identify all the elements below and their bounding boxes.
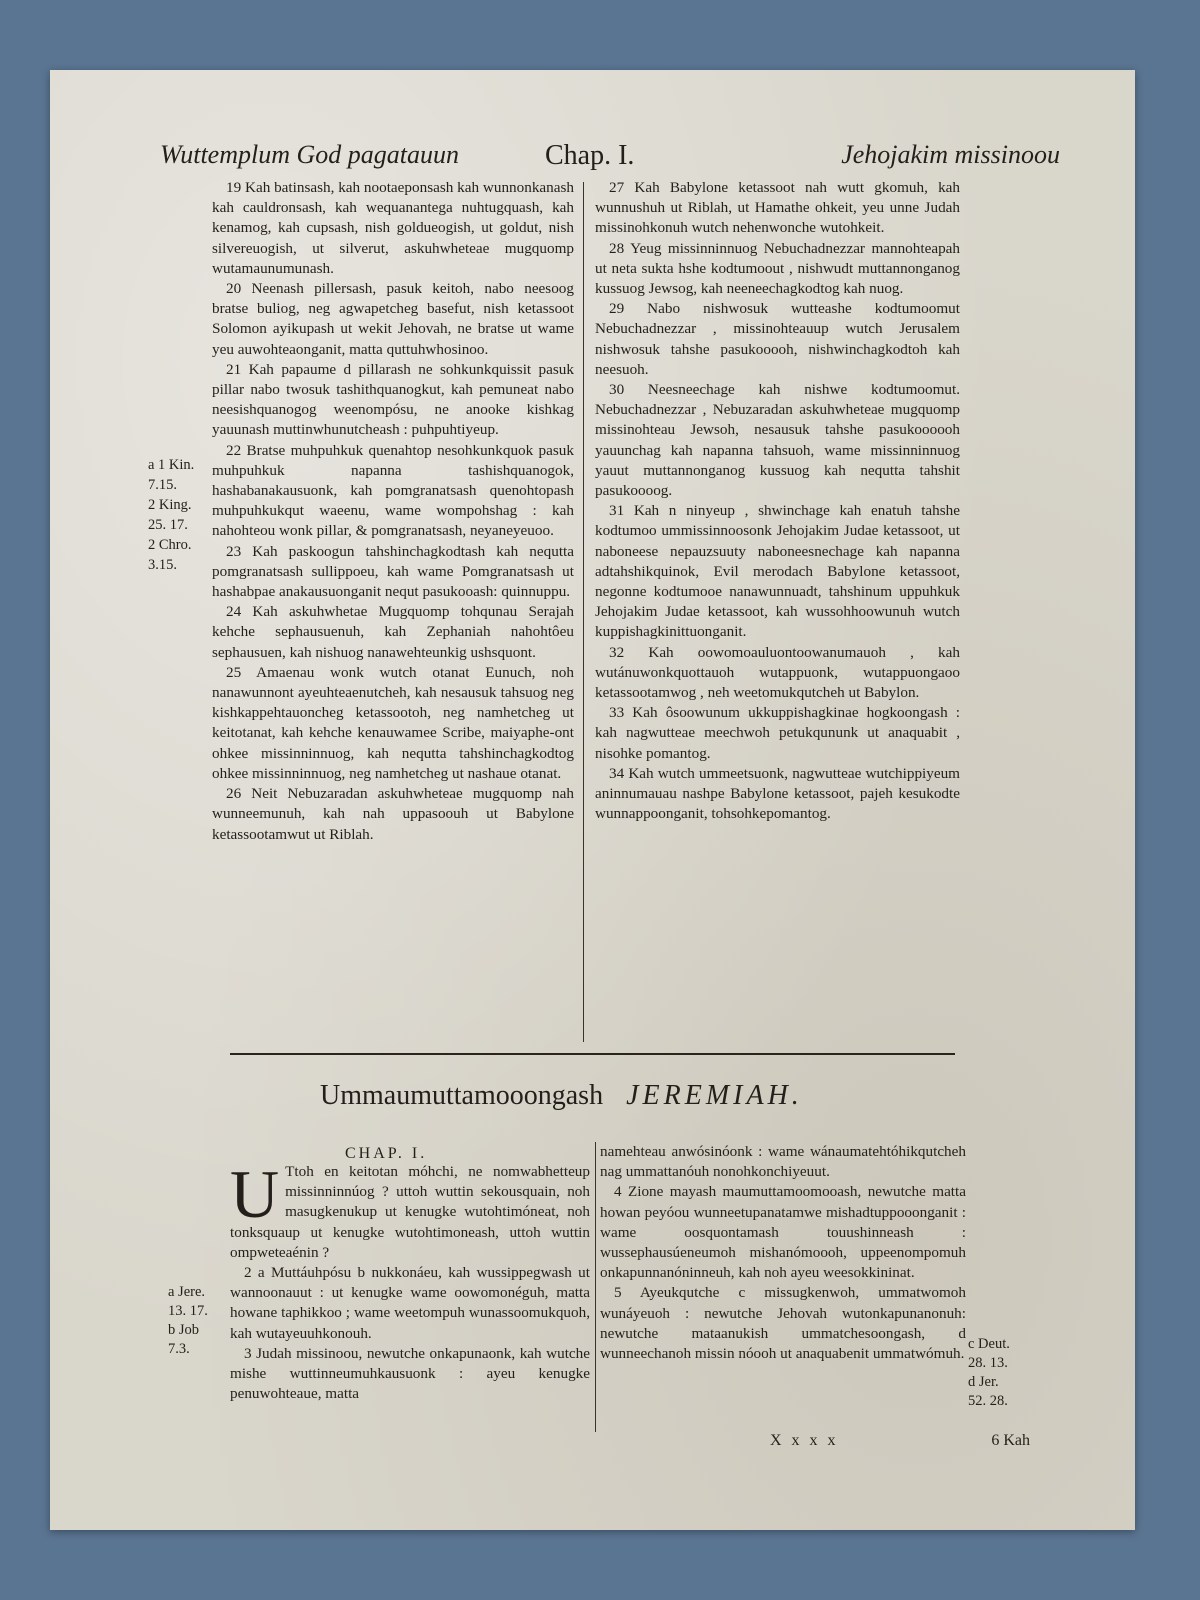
section-rule <box>230 1053 955 1055</box>
verse: 27 Kah Babylone ketassoot nah wutt gkomuh, kah wunnushuh ut Riblah, ut Hamathe ohkeit, yeu unne Judah missinohkonuh wutch nehenwonche wutohkeit. <box>595 179 960 237</box>
margin-note: b Job <box>168 1322 200 1338</box>
signature-mark: X x x x <box>770 1432 839 1449</box>
verse-text: Ttoh en keitotan móhchi, ne nomwabhetteup missinninnúog ? uttoh wuttin sekousquain, noh masugkenukup ut kenugke wutohtimóneat, noh tonksquaup ut kenugke wutohtimoneash, uttoh wuttin ompweteaénin ? <box>230 1163 590 1261</box>
margin-note: 13. 17. <box>168 1303 208 1319</box>
verse: 5 Ayeukqutche c missugkenwoh, ummatwomoh wunáyeuoh : newutche Jehovah wutonkapunanonuh: newutche mataanukish ummatchesoongash, d wunneechanoh missin nóooh ut anaquabenit ummatwómuh. <box>600 1284 966 1363</box>
column-divider <box>595 1142 596 1432</box>
verse: 30 Neesneechage kah nishwe kodtumoomut. Nebuchadnezzar , Nebuzaradan askuhwheteae mugquomp missinohteau Jewsoh, nesausuk tahshe pasukoooooh yauunchag kah napanna tahsuoh, wame missinninnuog yauut muttannonganog kussuog kah nequtta tahshit pasukoooog. <box>595 381 960 500</box>
header-chapter: Chap. I. <box>545 140 635 171</box>
verse: 31 Kah n ninyeup , shwinchage kah enatuh tahshe kodtumoo ummissinnoosonk Jehojakim Judae ketassoot, ut naboneese nepauzsuuty naboneesnechage kah napanna adtahshikquinok, Evil merodach Babylone ketassoot, negonne kodtumooe nanawunnuadt, tahshinum uppuhkuk Jehojakim Judae ketassoot, kah wussohhoowunuh wutch kuppishagkinittuonganit. <box>595 502 960 641</box>
margin-note: 28. 13. <box>968 1355 1008 1371</box>
verse: 4 Zione mayash maumuttamoomooash, newutche matta howan peyóou wunneetupanatamwe mishadtuppooonganit : wame oosquontamash touushinneash : wussephausúeneumoh mishanómoooh, uppeenompomuh onkapunnanóninneuh, kah noh ayeu weesokkininat. <box>600 1183 966 1282</box>
chapter-label: CHAP. I. <box>345 1145 428 1162</box>
header-left: Wuttemplum God pagatauun <box>160 140 459 169</box>
margin-note: 2 Chro. <box>148 537 192 553</box>
margin-note: a 1 Kin. <box>148 457 195 473</box>
catchword: 6 Kah <box>991 1432 1030 1449</box>
verse <box>230 1156 590 1263</box>
margin-note: 7.3. <box>168 1341 190 1357</box>
book-title-name: JEREMIAH. <box>626 1080 803 1111</box>
margin-note: a Jere. <box>168 1284 206 1300</box>
margin-notes-lower-left <box>168 1283 228 1359</box>
verse: 32 Kah oowomoauluontoowanumauoh , kah wutánuwonkquottauoh wutappuonk, wutappuongaoo ketassootamwog , neh weetomukqutcheh ut Babylon. <box>595 643 960 702</box>
verse: 29 Nabo nishwosuk wutteashe kodtumoomut Nebuchadnezzar , missinohteauup wutch Jerusalem nishwosuk tahshe pasukooooh, nishwinchagkodtoh kah neesuoh. <box>595 300 960 378</box>
verse: 24 Kah askuhwhetae Mugquomp tohqunau Serajah kehche sephausuenuh, kah Zephaniah nahohtôeu sephausuen, kah nishuog nanawehteunkig ushsquont. <box>212 603 574 661</box>
margin-note: c Deut. <box>968 1336 1010 1352</box>
verse: 28 Yeug missinninnuog Nebuchadnezzar mannohteapah ut neta sukta hshe kodtumoout , nishwudt muttannonganog kussuog Jewsog, kah neeneechagkodtog kah nuog. <box>595 239 960 298</box>
header-right: Jehojakim missinoou <box>841 140 1060 169</box>
verse: 34 Kah wutch ummeetsuonk, nagwutteae wutchippiyeum aninnumauau nashpe Babylone ketassoot, pajeh kesukodte wunnappoonganit, tohsohkepomantog. <box>595 764 960 823</box>
margin-note: 52. 28. <box>968 1393 1008 1409</box>
right-column <box>595 178 960 825</box>
verse: 2 a Muttáuhpósu b nukkonáeu, kah wussippegwash ut wannoonauut : ut kenugke wame oowomonéguh, matta howane taphikkoo ; wame weetompuh wunassoomukquoh, kah wutayeuuhkonouh. <box>230 1264 590 1342</box>
margin-note: 25. 17. <box>148 517 188 533</box>
column-divider <box>583 182 584 1042</box>
lower-left-column <box>230 1156 590 1404</box>
verse: 33 Kah ôsoowunum ukkuppishagkinae hogkoongash : kah nagwutteae meechwoh petukqununk ut anaquabit , nisohke pomantog. <box>595 704 960 762</box>
verse: namehteau anwósinóonk : wame wánaumatehtóhikqutcheh nag ummattanóuh nonohkonchiyeuut. <box>600 1143 966 1181</box>
verse: 20 Neenash pillersash, pasuk keitoh, nabo neesoog bratse buliog, neg agwapetcheg basefut, nish ketassoot Solomon ayikupash ut wekit Jehovah, ne bratse ut wame yeu auwohteaonganit, matta quttuhwhosinoo. <box>212 280 574 358</box>
drop-cap: U <box>230 1156 280 1232</box>
margin-note: 7.15. <box>148 477 177 493</box>
page-footer <box>710 1432 1030 1456</box>
left-column <box>212 178 574 845</box>
verse: 26 Neit Nebuzaradan askuhwheteae mugquomp nah wunneemunuh, kah nah uppasoouh ut Babylone ketassootamwut ut Riblah. <box>212 785 574 843</box>
verse: 21 Kah papaume d pillarash ne sohkunkquissit pasuk pillar nabo twosuk tashithquanogkut, kah pemuneat nabo neesishquanogog weenompósu, ne anooke kishkag yauunash muttinwhunutcheash : puhpuhtiyeup. <box>212 360 574 439</box>
book-title-prefix: Ummaumuttamooongash <box>320 1080 604 1111</box>
running-header <box>160 140 1060 176</box>
verse: 22 Bratse muhpuhkuk quenahtop nesohkunkquok pasuk muhpuhkuk napanna tashishquanogok, hashabanakausuonk, kah pomgranatsash quenohtopash muhpuhkukqut waeenu, wame wompohshag : kah nahohteou wonk pillar, & pomgranatsash, neyaneyeuoo. <box>212 441 574 540</box>
margin-note: 3.15. <box>148 557 177 573</box>
margin-note: d Jer. <box>968 1374 999 1390</box>
book-title <box>320 1080 1020 1112</box>
lower-right-column <box>600 1142 966 1364</box>
verse: 3 Judah missinoou, newutche onkapunaonk, kah wutche mishe wuttinneumuhkausuonk : ayeu kenugke penuwohteaue, matta <box>230 1344 590 1403</box>
verse: 25 Amaenau wonk wutch otanat Eunuch, noh nanawunnont ayeuhteaenutcheh, kah nesausuk tahsuog neg kishkappehtauoncheg ketassootoh, neg namhetcheg ut keitotanat, kah kehche kenauwamee Scribe, maiyaphe-ont ohkee missinninnuog, kah nequtta tahshinchagkodtog ohkee missinninnuog, neg namhetcheg ut nashaue otanat. <box>212 663 574 782</box>
verse: 19 Kah batinsash, kah nootaeponsash kah wunnonkanash kah cauldronsash, kah wequanantega nuhtugquash, kah kenamog, kah cupsash, nish goldueogish, ut goldut, nish silvereuogish, ut silverut, askuhwheteae mugquomp wutamaunumunash. <box>212 179 574 277</box>
margin-note: 2 King. <box>148 497 192 513</box>
book-page <box>50 70 1135 1530</box>
margin-notes-left <box>148 455 218 575</box>
verse: 23 Kah paskoogun tahshinchagkodtash kah nequtta pomgranatsash sullippoeu, kah wame Pomgranatsash ut hashabpae anakausuonganit nequt pasukooash: quinnuppu. <box>212 542 574 601</box>
margin-notes-lower-right <box>968 1335 1028 1411</box>
